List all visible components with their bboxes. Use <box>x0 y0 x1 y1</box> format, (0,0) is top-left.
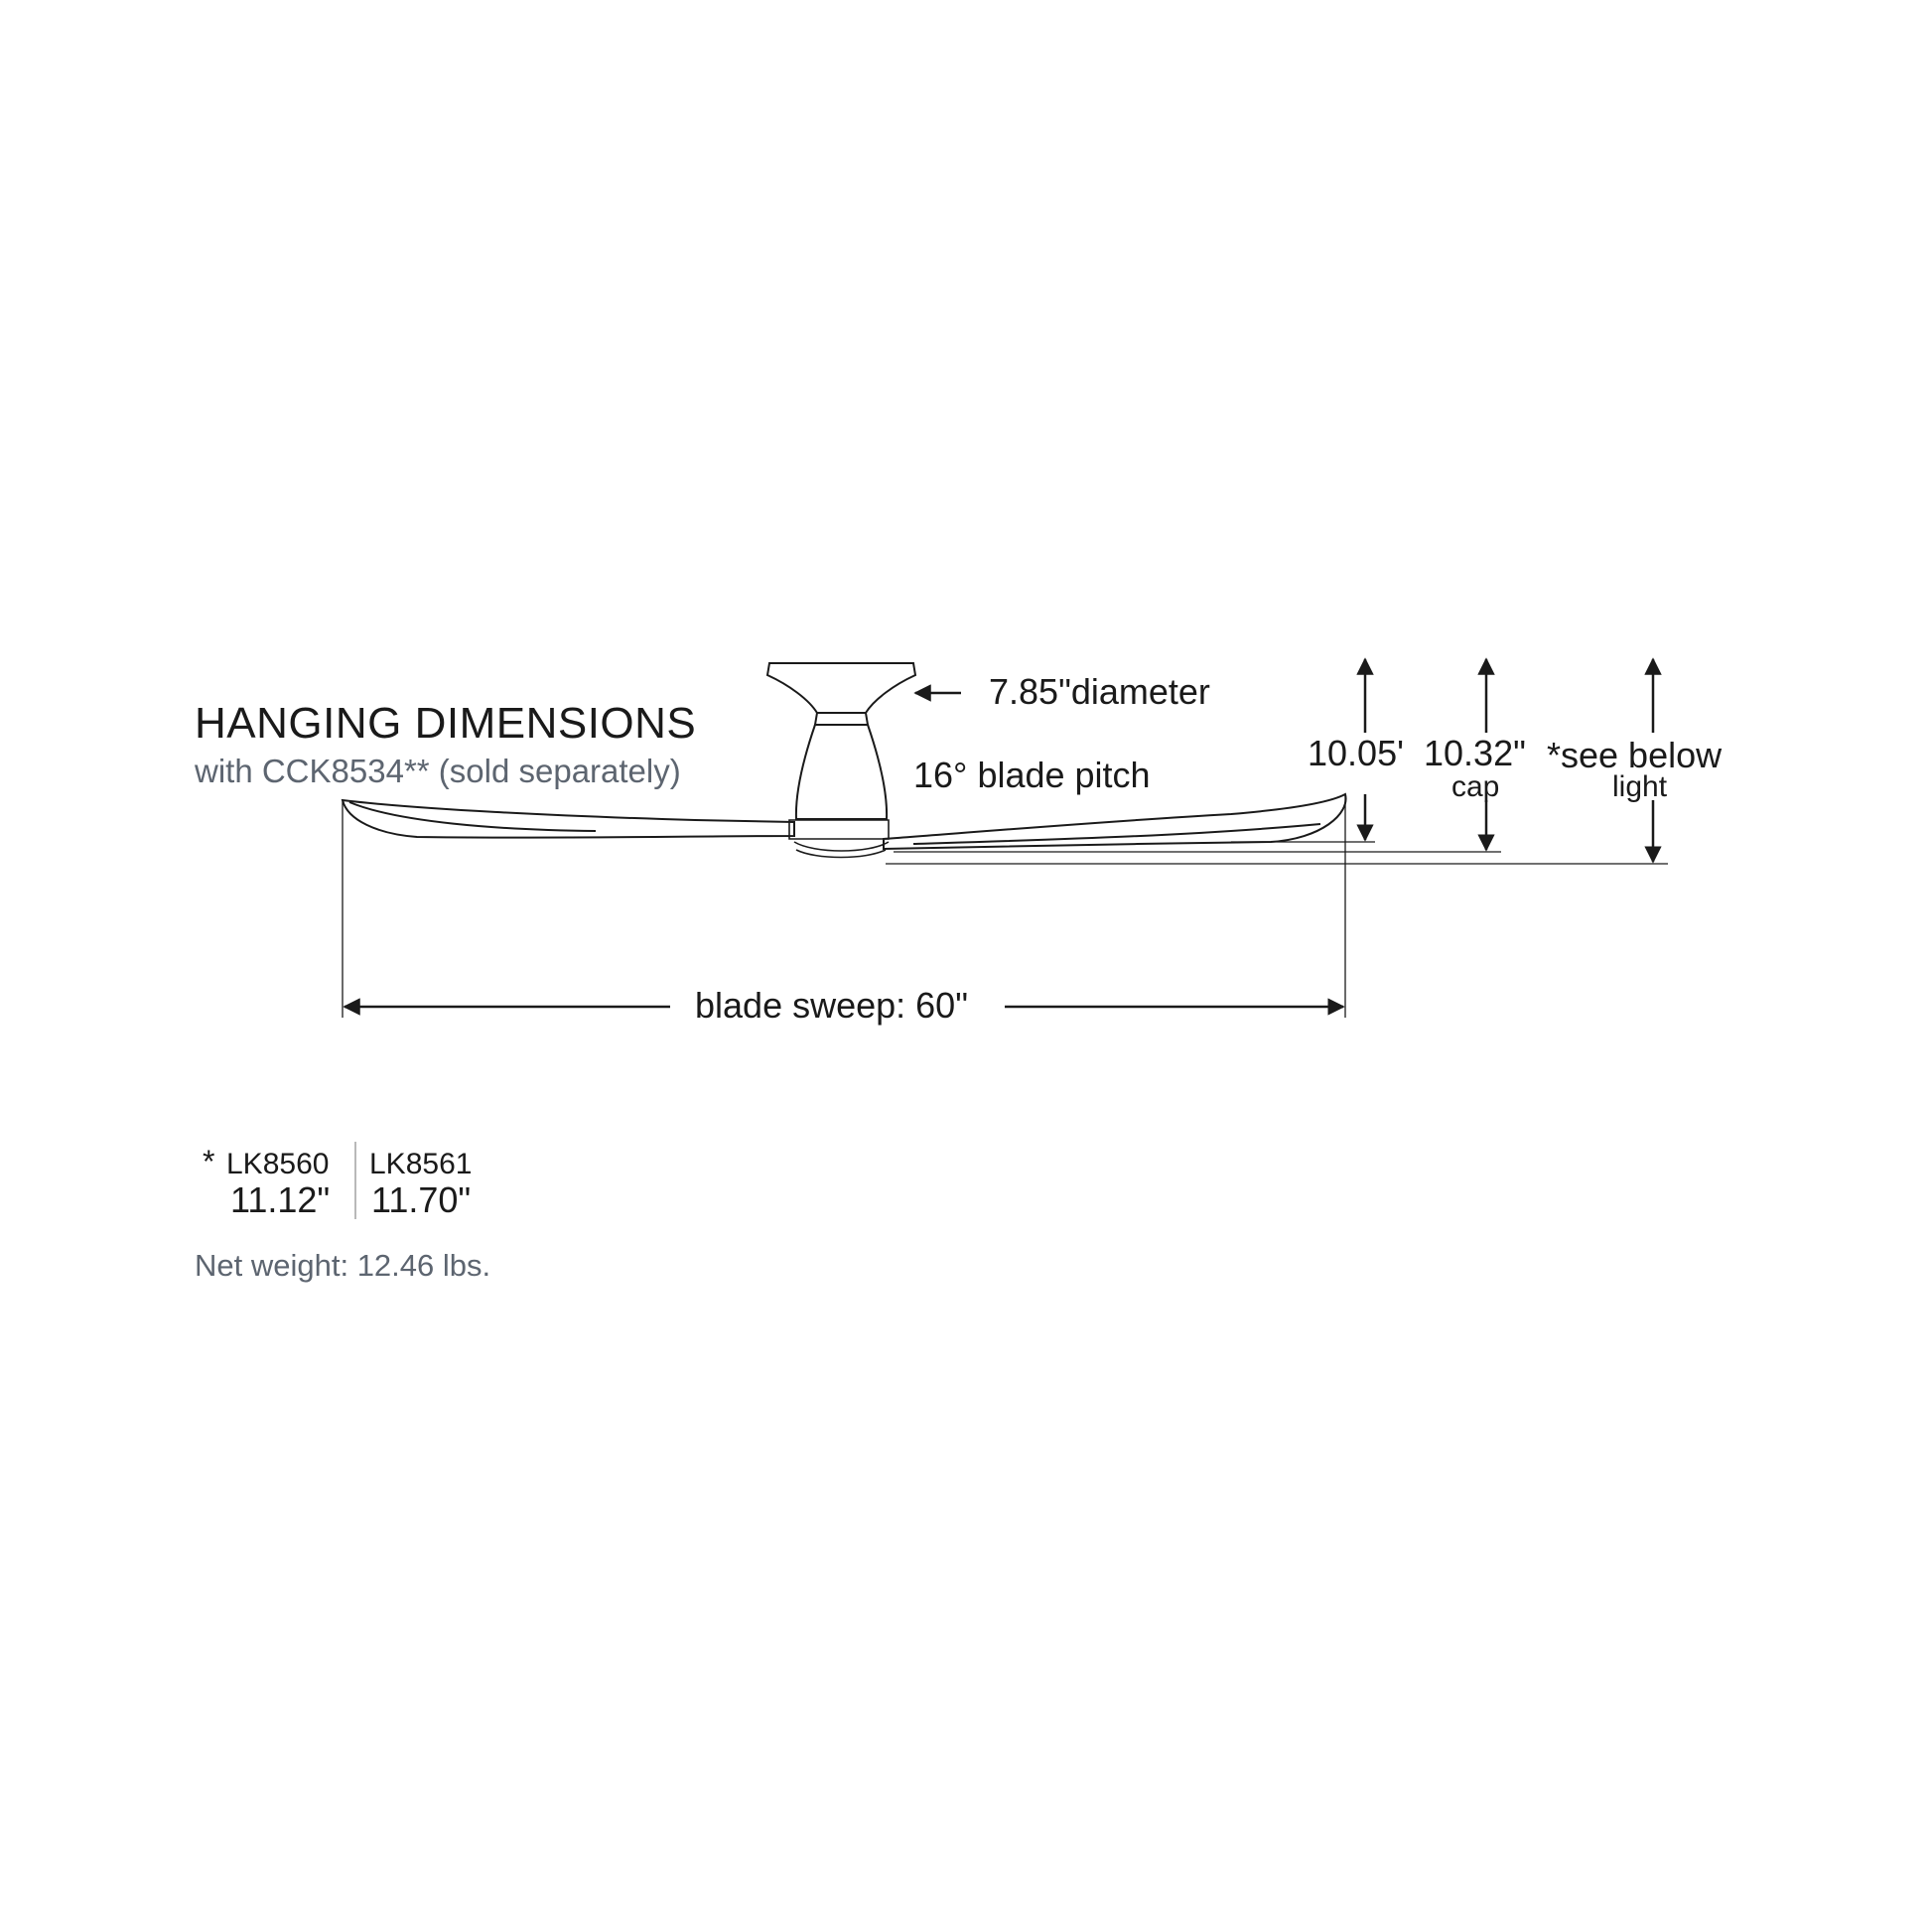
diagram-subtitle: with CCK8534** (sold separately) <box>195 753 681 789</box>
motor-housing <box>789 820 889 858</box>
fan-blades <box>343 794 1346 849</box>
light-kit-model: LK8561 <box>369 1148 473 1180</box>
net-weight: Net weight: 12.46 lbs. <box>195 1248 491 1283</box>
light-kit-height: 11.70" <box>371 1179 472 1220</box>
height-cap-caption: cap <box>1451 770 1500 803</box>
blade-pitch-label: 16° blade pitch <box>913 755 1151 795</box>
light-kit-height: 11.12" <box>230 1179 331 1220</box>
reference-lines <box>343 794 1668 1018</box>
height-no-light-label: 10.05' <box>1308 733 1404 773</box>
light-kit-model: LK8560 <box>226 1148 330 1180</box>
light-kit-marker: * <box>203 1144 215 1179</box>
diameter-label: 7.85"diameter <box>989 671 1210 712</box>
height-light-caption: light <box>1612 770 1668 803</box>
diagram-title: HANGING DIMENSIONS <box>195 699 697 748</box>
height-cap-label: 10.32" <box>1424 733 1526 773</box>
blade-sweep-label: blade sweep: 60" <box>695 985 968 1026</box>
height-light-label: *see below <box>1547 735 1723 775</box>
fan-canopy <box>767 663 915 819</box>
